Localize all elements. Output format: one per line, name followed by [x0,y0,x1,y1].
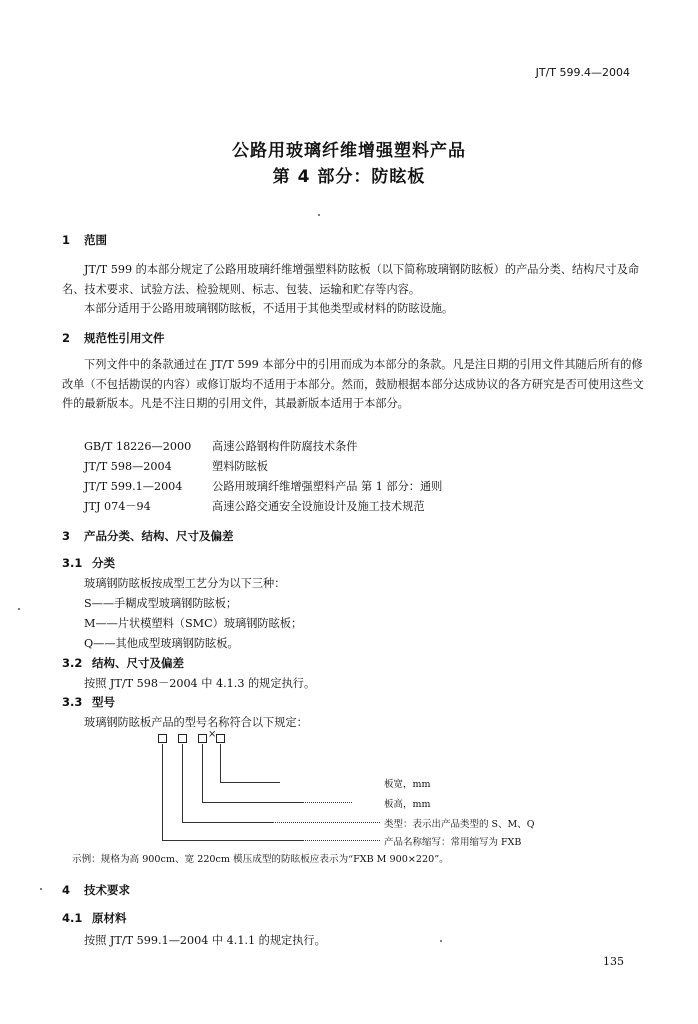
times-sign: × [208,729,217,740]
section-4-heading [62,882,130,898]
reference-code: JTJ 074－94 [84,500,151,513]
classification-item: S——手糊成型玻璃钢防眩板； [84,597,238,610]
section-2-paragraph: 下列文件中的条款通过在 JT/T 599 本部分中的引用而成为本部分的条款。凡是注日期的引用文件其随后所有的修改单（不包括勘误的内容）或修订版均不适用于本部分。然而，鼓励根据本部分达成协议的各方研究是否可使用这些文件的最新版本。凡是不注日期的引用文件，其最新版本适用于本部分。 [62,358,644,410]
subsection-title: 分类 [92,556,115,570]
label-width: 板宽，mm [384,779,431,790]
subsection-number: 4.1 [62,911,83,925]
reference-item [84,458,268,474]
document-title: 公路用玻璃纤维增强塑料产品 [232,141,466,161]
reference-title: 高速公路交通安全设施设计及施工技术规范 [212,500,425,513]
page-number: 135 [603,955,624,968]
classification-item: M——片状模塑料（SMC）玻璃钢防眩板； [84,617,303,630]
subsection-number: 3.1 [62,556,83,570]
section-title: 规范性引用文件 [84,331,165,345]
section-number: 1 [62,233,71,247]
reference-item [84,478,442,494]
standard-number: JT/T 599.4—2004 [535,66,630,79]
label-height: 板高，mm [384,799,431,810]
reference-code: JT/T 599.1—2004 [84,480,183,493]
subsection-4-1-heading [62,910,127,926]
label-product-abbreviation: 产品名称缩写：常用缩写为 FXB [384,837,522,848]
section-title: 产品分类、结构、尺寸及偏差 [84,529,234,543]
label-type: 类型：表示出产品类型的 S、M、Q [384,819,535,830]
width-box [216,734,225,743]
section-title: 技术要求 [84,883,130,897]
subsection-3-1-heading [62,555,115,571]
subsection-title: 型号 [92,695,115,709]
product-code-box [158,734,167,743]
model-example: 示例：规格为高 900cm、宽 220cm 模压成型的防眩板应表示为“FXB M 900×220”。 [72,854,449,865]
section-2-heading [62,330,165,346]
subsection-3-2-heading [62,655,184,671]
section-number: 4 [62,883,71,897]
subsection-number: 3.2 [62,656,83,670]
subsection-number: 3.3 [62,695,83,709]
reference-title: 公路用玻璃纤维增强塑料产品 第 1 部分：通则 [212,480,443,493]
reference-code: GB/T 18226—2000 [84,440,192,453]
document-subtitle: 第 4 部分：防眩板 [272,167,426,187]
reference-item [84,498,425,514]
subsection-title: 结构、尺寸及偏差 [92,656,184,670]
subsection-4-1-text: 按照 JT/T 599.1—2004 中 4.1.1 的规定执行。 [84,934,326,947]
section-number: 2 [62,331,71,345]
reference-title: 塑料防眩板 [212,460,268,473]
reference-item [84,438,357,454]
section-1-heading [62,232,107,248]
classification-intro: 玻璃钢防眩板按成型工艺分为以下三种： [84,577,286,590]
model-intro: 玻璃钢防眩板产品的型号名称符合以下规定： [84,716,308,729]
section-number: 3 [62,529,71,543]
section-1-paragraph-2: 本部分适用于公路用玻璃钢防眩板，不适用于其他类型或材料的防眩设施。 [84,302,454,315]
section-3-heading [62,528,234,544]
reference-title: 高速公路钢构件防腐技术条件 [212,440,358,453]
type-box [178,734,187,743]
classification-item: Q——其他成型玻璃钢防眩板。 [84,637,239,650]
subsection-3-3-heading [62,694,115,710]
subsection-3-2-text: 按照 JT/T 598－2004 中 4.1.3 的规定执行。 [84,677,316,690]
subsection-title: 原材料 [92,911,127,925]
section-title: 范围 [84,233,107,247]
section-1-paragraph-1: JT/T 599 的本部分规定了公路用玻璃纤维增强塑料防眩板（以下简称玻璃钢防眩板）的产品分类、结构尺寸及命名、技术要求、试验方法、检验规则、标志、包装、运输和贮存等内容。 [62,263,640,296]
height-box [198,734,207,743]
reference-code: JT/T 598—2004 [84,460,172,473]
